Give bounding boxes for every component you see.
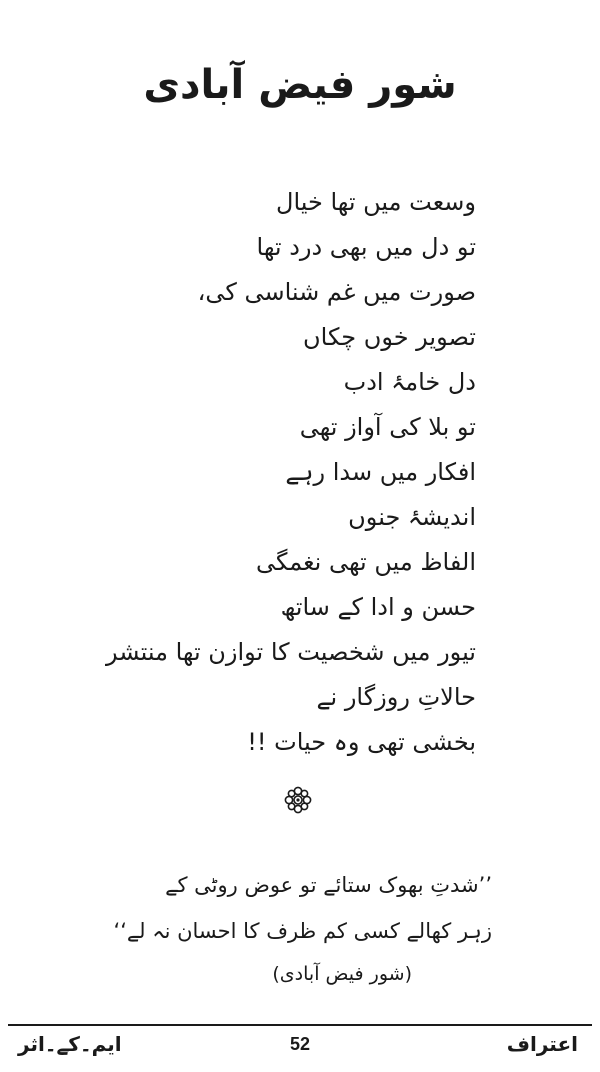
poem-line: تیور میں شخصیت کا توازن تھا منتشر [105, 638, 476, 666]
poem-line: حالاتِ روزگار نے [316, 683, 476, 711]
poem-line: دل خامۂ ادب [343, 368, 476, 396]
poem-line: الفاظ میں تھی نغمگی [255, 548, 476, 576]
poem-line: صورت میں غم شناسی کی، [197, 278, 476, 306]
poem-line: وسعت میں تھا خیال [276, 188, 476, 216]
poem [56, 180, 476, 765]
page-title: شور فیض آبادی [143, 62, 457, 108]
poem-line: تو دل میں بھی درد تھا [256, 233, 476, 261]
poem-line: اندیشۂ جنوں [348, 503, 476, 531]
page-footer [0, 1030, 600, 1064]
quote-attribution: (شور فیض آبادی) [272, 963, 412, 985]
poem-line: تو بلا کی آواز تھی [299, 413, 476, 441]
poem-line: بخشی تھی وہ حیات !! [247, 728, 476, 756]
page-number: 52 [289, 1034, 311, 1054]
footer-author: ایم۔کے۔اثر [18, 1032, 122, 1056]
flower-ornament-icon [282, 784, 314, 816]
footer-book-title: اعتراف [506, 1032, 578, 1056]
poem-line: افکار میں سدا رہے [285, 458, 476, 486]
poem-line: تصویر خوں چکاں [303, 323, 476, 351]
quote-block [52, 862, 492, 994]
quote-line: زہر کھالے کسی کم ظرف کا احسان نہ لے‘‘ [113, 919, 492, 943]
quote-line: ’’شدتِ بھوک ستائے تو عوض روٹی کے [165, 873, 492, 897]
footer-divider [8, 1024, 592, 1026]
poem-line: حسن و ادا کے ساتھ [280, 593, 476, 621]
